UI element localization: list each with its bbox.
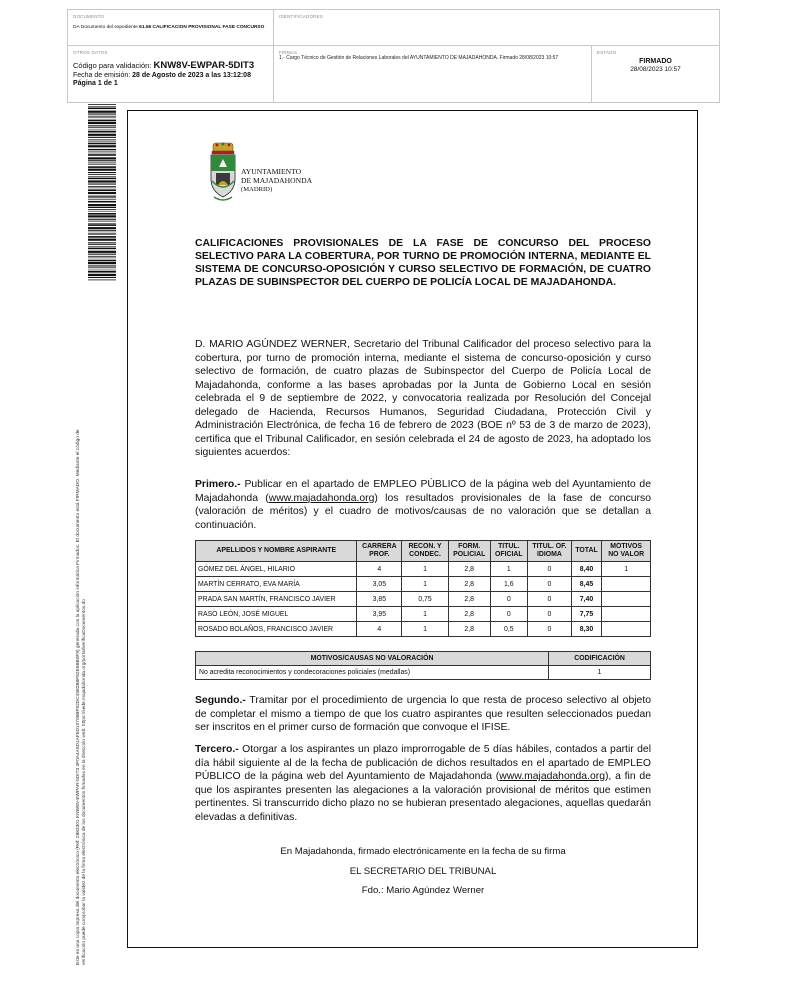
identificadores-cell xyxy=(274,10,719,46)
estado-value: FIRMADO xyxy=(639,58,672,65)
score-cell: 1 xyxy=(490,562,528,577)
barcode-bar xyxy=(88,169,116,171)
barcode-bar xyxy=(88,248,116,250)
side-verification-line-1: Este es una copia impresa del documento electrónico (Ref: 2883301 KNW8V-EWPAR-5DIT3 3F0A4A5D1AF6D10706BF92DC4982B8F82E5BB0F9) generada con la aplicación informática Firmadoc. El documento está FIRMADO. Mediante el código de xyxy=(76,429,81,965)
barcode-bar xyxy=(88,125,116,126)
barcode-bar xyxy=(88,172,116,173)
documento-value: DA Documento del expediente 61.56 CALIFICACION PROVISIONAL FASE CONCURSO xyxy=(73,25,265,30)
barcode-bar xyxy=(88,189,116,191)
barcode-bar xyxy=(88,143,116,145)
barcode-bar xyxy=(88,274,116,276)
primero-label: Primero.- xyxy=(195,479,241,490)
document-title: CALIFICACIONES PROVISIONALES DE LA FASE DE CONCURSO DEL PROCESO SELECTIVO PARA LA COBERTURA, POR TURNO DE PROMOCIÓN INTERNA, MEDIANTE EL SISTEMA DE CONCURSO-OPOSICIÓN Y CURSO SELECTIVO DE FORMACIÓN, DE CUATRO PLAZAS DE SUBINSPECTOR DEL CUERPO DE POLICÍA LOCAL DE MAJADAHONDA. xyxy=(195,238,651,288)
score-cell: 3,95 xyxy=(357,607,402,622)
side-verification-text xyxy=(76,300,89,965)
total-cell: 8,45 xyxy=(571,577,601,592)
candidate-name: RASO LEÓN, JOSÉ MIGUEL xyxy=(196,607,357,622)
barcode-bar xyxy=(88,108,116,110)
motive-code: 1 xyxy=(549,666,651,680)
score-cell: 0,5 xyxy=(490,622,528,637)
barcode-bar xyxy=(88,204,116,206)
website-link[interactable]: www.majadahonda.org xyxy=(268,492,375,504)
motivo-cell xyxy=(602,592,651,607)
header-cell: RECON. Y CONDEC. xyxy=(402,541,449,562)
barcode-bar xyxy=(88,154,116,156)
segundo-label: Segundo.- xyxy=(195,695,246,706)
barcode-bar xyxy=(88,116,116,117)
estado-cell xyxy=(592,46,719,102)
barcode-bar xyxy=(88,186,116,187)
barcode-bar xyxy=(88,236,116,238)
score-cell: 1 xyxy=(402,562,449,577)
header-cell: APELLIDOS Y NOMBRE ASPIRANTE xyxy=(196,541,357,562)
header-cell: CARRERA PROF. xyxy=(357,541,402,562)
barcode-bar xyxy=(88,256,116,257)
motivo-cell xyxy=(602,622,651,637)
tercero-label: Tercero.- xyxy=(195,744,239,755)
emission-label: Fecha de emisión: xyxy=(73,72,131,79)
motives-header-row xyxy=(196,652,651,666)
document-metadata-box xyxy=(67,9,720,103)
motivo-cell xyxy=(602,577,651,592)
barcode-bar xyxy=(88,213,116,215)
estado-date: 28/08/2023 10:57 xyxy=(630,66,681,73)
header-cell: TITUL. OFICIAL xyxy=(490,541,528,562)
table-row xyxy=(196,592,651,607)
score-cell: 3,05 xyxy=(357,577,402,592)
score-cell: 0 xyxy=(490,607,528,622)
candidate-name: PRADA SAN MARTÍN, FRANCISCO JAVIER xyxy=(196,592,357,607)
barcode xyxy=(88,104,116,281)
header-cell: FORM. POLICIAL xyxy=(448,541,490,562)
page-info: Página 1 de 1 xyxy=(73,80,118,87)
firmas-text: 1.- Cargo Técnico de Gestión de Relaciones Laborales del AYUNTAMIENTO DE MAJADAHONDA. Firmado 28/08/2023 10:57 xyxy=(279,55,559,61)
barcode-bar xyxy=(88,199,116,200)
table-row xyxy=(196,666,651,680)
barcode-bar xyxy=(88,265,116,266)
table-row xyxy=(196,622,651,637)
total-cell: 8,40 xyxy=(571,562,601,577)
header-cell: TOTAL xyxy=(571,541,601,562)
barcode-bar xyxy=(88,230,116,231)
barcode-bar xyxy=(88,219,116,220)
segundo-paragraph: Segundo.- Tramitar por el procedimiento de urgencia lo que resta de proceso selectivo al objeto de completar el mismo a tiempo de que los cuatro aspirantes que resulten seleccionados puedan ser inscritos en el primer curso de formación que convoque el IFISE. xyxy=(195,695,651,733)
firmas-cell xyxy=(274,46,592,102)
score-cell: 3,85 xyxy=(357,592,402,607)
barcode-bar xyxy=(88,209,116,210)
score-cell: 0,75 xyxy=(402,592,449,607)
barcode-bar xyxy=(88,207,116,208)
barcode-bar xyxy=(88,111,116,113)
barcode-bar xyxy=(88,174,116,175)
validation-row xyxy=(73,60,268,71)
barcode-bar xyxy=(88,270,116,271)
score-cell: 2,8 xyxy=(448,607,490,622)
primero-paragraph: Primero.- Publicar en el apartado de EMPLEO PÚBLICO de la página web del Ayuntamiento de Majadahonda (www.majadahonda.org) los resultados provisionales de la fase de concurso (valoración de méritos) y el cuadro de motivos/causas de no valoración que se detallan a continuación. xyxy=(195,479,651,531)
barcode-bar xyxy=(88,130,116,131)
org-line-2: DE MAJADAHONDA xyxy=(241,176,313,185)
barcode-bar xyxy=(88,260,116,262)
organization-name xyxy=(241,167,312,194)
barcode-bar xyxy=(88,239,116,241)
documento-label: DOCUMENTO xyxy=(73,14,105,19)
barcode-bar xyxy=(88,153,116,154)
barcode-bar xyxy=(88,197,116,198)
score-cell: 0 xyxy=(490,592,528,607)
score-cell: 1,6 xyxy=(490,577,528,592)
table-row xyxy=(196,577,651,592)
header-cell: TITUL. OF. IDIOMA xyxy=(528,541,572,562)
barcode-bar xyxy=(88,211,116,212)
validation-label: Código para validación: xyxy=(73,61,152,70)
otros-datos-cell xyxy=(68,46,274,102)
barcode-bar xyxy=(88,134,116,136)
score-cell: 1 xyxy=(402,607,449,622)
barcode-bar xyxy=(88,178,116,180)
barcode-bar xyxy=(88,233,116,234)
barcode-bar xyxy=(88,166,116,168)
header-cell: MOTIVOS/CAUSAS NO VALORACIÓN xyxy=(196,652,549,666)
score-cell: 0 xyxy=(528,607,572,622)
org-line-3: (MADRID) xyxy=(241,186,273,193)
score-cell: 4 xyxy=(357,562,402,577)
website-link[interactable]: www.majadahonda.org xyxy=(499,771,605,782)
score-cell: 4 xyxy=(357,622,402,637)
barcode-bar xyxy=(88,118,116,119)
score-cell: 1 xyxy=(402,622,449,637)
score-cell: 0 xyxy=(528,592,572,607)
barcode-bar xyxy=(88,251,116,253)
signature-place-line: En Majadahonda, firmado electrónicamente en la fecha de su firma xyxy=(280,846,566,857)
barcode-bar xyxy=(88,127,116,128)
barcode-bar xyxy=(88,151,116,152)
score-cell: 0 xyxy=(528,562,572,577)
score-cell: 1 xyxy=(402,577,449,592)
barcode-bar xyxy=(88,277,116,278)
barcode-bar xyxy=(88,160,116,161)
identificadores-label: IDENTIFICADORES xyxy=(279,14,324,19)
barcode-bar xyxy=(88,234,116,235)
barcode-bar xyxy=(88,114,116,115)
barcode-bar xyxy=(88,221,116,222)
candidate-name: ROSADO BOLAÑOS, FRANCISCO JAVIER xyxy=(196,622,357,637)
barcode-bar xyxy=(88,106,116,107)
estado-label: ESTADO xyxy=(597,50,617,55)
barcode-bar xyxy=(88,262,116,264)
barcode-bar xyxy=(88,227,116,229)
barcode-bar xyxy=(88,163,116,164)
emission-date: 28 de Agosto de 2023 a las 13:12:08 xyxy=(132,72,251,79)
barcode-bar xyxy=(88,192,116,194)
documento-cell xyxy=(68,10,274,46)
motive-description: No acredita reconocimientos y condecoraciones policiales (medallas) xyxy=(196,666,549,680)
score-cell: 0 xyxy=(528,577,572,592)
barcode-bar xyxy=(88,131,116,133)
total-cell: 7,40 xyxy=(571,592,601,607)
barcode-bar xyxy=(88,141,116,142)
barcode-bar xyxy=(88,242,116,243)
results-table xyxy=(195,540,651,637)
barcode-bar xyxy=(88,246,116,247)
score-cell: 2,8 xyxy=(448,577,490,592)
barcode-bar xyxy=(88,267,116,268)
validation-code: KNW8V-EWPAR-5DIT3 xyxy=(153,60,255,71)
firmas-label: FIRMAS xyxy=(279,50,298,55)
barcode-bar xyxy=(88,271,116,273)
candidate-name: MARTÍN CERRATO, EVA MARÍA xyxy=(196,577,357,592)
barcode-bar xyxy=(88,280,116,281)
emission-row xyxy=(73,72,268,79)
table-row xyxy=(196,562,651,577)
total-cell: 8,30 xyxy=(571,622,601,637)
org-line-1: AYUNTAMIENTO xyxy=(241,167,302,176)
barcode-bar xyxy=(88,145,116,147)
barcode-bar xyxy=(88,157,116,159)
motives-table xyxy=(195,651,651,680)
total-cell: 7,75 xyxy=(571,607,601,622)
barcode-bar xyxy=(88,149,116,150)
barcode-bar xyxy=(88,258,116,259)
score-cell: 2,8 xyxy=(448,592,490,607)
intro-paragraph: D. MARIO AGÚNDEZ WERNER, Secretario del Tribunal Calificador del proceso selectivo para la cobertura, por turno de promoción interna, mediante el sistema de concurso-oposición y curso selectivo de formación, de cuatro plazas de Subinspector del Cuerpo de Policía Local de Majadahonda, conforme a las bases aprobadas por la Junta de Gobierno Local en sesión celebrada el 9 de septiembre de 2022, y convocatoria realizada por Resolución del Concejal delegado de Hacienda, Recursos Humanos, Seguridad Ciudadana, Protección Civil y Administración Electrónica, de fecha 16 de febrero de 2023 (BOE nº 53 de 3 de marzo de 2023), certifica que el Tribunal Calificador, en sesión celebrada el 24 de agosto de 2023, ha adoptado los siguientes acuerdos: xyxy=(195,339,651,458)
candidate-name: GÓMEZ DEL ÁNGEL, HILARIO xyxy=(196,562,357,577)
barcode-bar xyxy=(88,201,116,203)
motivo-cell: 1 xyxy=(602,562,651,577)
tercero-paragraph: Tercero.- Otorgar a los aspirantes un plazo improrrogable de 5 días hábiles, contados a partir del día hábil siguiente al de la fecha de publicación de dichos resultados en el apartado de EMPLEO PÚBLICO de la página web del Ayuntamiento de Majadahonda (www.majadahonda.org), a fin de que los aspirantes presenten las alegaciones a la valoración provisional de méritos que estimen pertinentes. Si transcurrido dicho plazo no se hubieran presentado alegaciones, aquellas quedarán elevadas a definitivas. xyxy=(195,744,651,823)
header-cell: CODIFICACIÓN xyxy=(549,652,651,666)
header-cell: MOTIVOS NO VALOR xyxy=(602,541,651,562)
barcode-bar xyxy=(88,180,116,182)
signature-name: Fdo.: Mario Agúndez Werner xyxy=(361,885,485,896)
barcode-bar xyxy=(88,137,116,138)
barcode-bar xyxy=(88,224,116,226)
barcode-bar xyxy=(88,196,116,197)
score-cell: 2,8 xyxy=(448,562,490,577)
barcode-bar xyxy=(88,188,116,189)
barcode-bar xyxy=(88,244,116,245)
barcode-bar xyxy=(88,223,116,224)
motivo-cell xyxy=(602,607,651,622)
signature-role: EL SECRETARIO DEL TRIBUNAL xyxy=(349,866,497,877)
otros-datos-label: OTROS DATOS xyxy=(73,50,108,55)
barcode-bar xyxy=(88,215,116,217)
coat-of-arms-logo xyxy=(208,141,238,205)
table-row xyxy=(196,607,651,622)
results-header-row xyxy=(196,541,651,562)
barcode-bar xyxy=(88,139,116,140)
side-verification-line-2: verificación puede comprobar la validez de la firma electrónica de los documentos firmados en la dirección web: https://sede.majadahonda.org/portal/verificaDocumentos.do xyxy=(82,599,88,965)
barcode-bar xyxy=(88,104,116,105)
barcode-bar xyxy=(88,122,116,124)
barcode-bar xyxy=(88,176,116,177)
barcode-bar xyxy=(88,120,116,122)
barcode-bar xyxy=(88,164,116,165)
barcode-bar xyxy=(88,254,116,255)
barcode-bar xyxy=(88,184,116,185)
score-cell: 0 xyxy=(528,622,572,637)
score-cell: 2,8 xyxy=(448,622,490,637)
